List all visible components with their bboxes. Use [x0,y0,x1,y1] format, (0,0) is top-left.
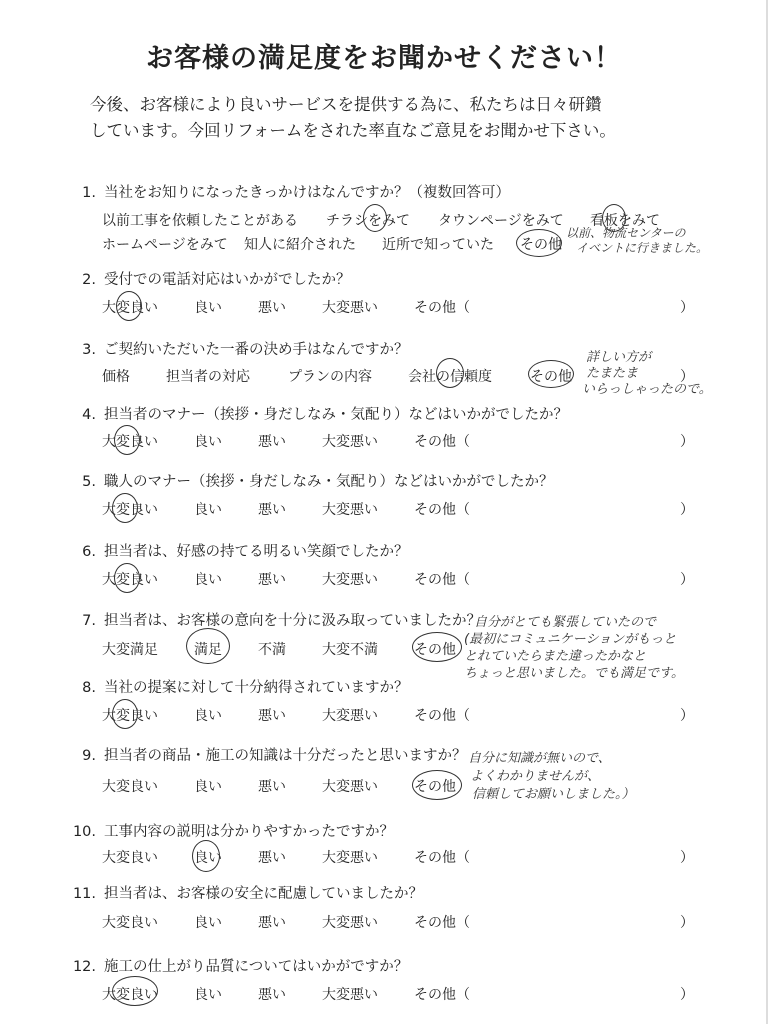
q3-option: 価格 [102,369,130,385]
intro-line-2: しています。今回リフォームをされた率直なご意見をお聞かせ下さい。 [90,121,616,140]
q1-option: その他 [520,237,562,253]
survey-title: お客様の満足度をお聞かせください！ [146,43,622,74]
q8-option: その他（ [414,708,470,724]
q10-option: その他（ [414,850,470,866]
q4-close-paren: ） [680,434,694,450]
question-12 [60,955,408,976]
question-4 [60,403,568,424]
q8-option: 大変悪い [322,708,378,724]
q3-option: 会社の信頼度 [408,369,492,385]
question-number: 7. [82,613,96,629]
question-number: 5. [82,474,96,490]
q2-option: 大変悪い [322,300,378,316]
q10-close-paren: ） [680,850,694,866]
q1-option: ホームページをみて [102,237,228,253]
q3-option: 担当者の対応 [166,369,250,385]
note-line: 以前、物流センターの [566,226,686,240]
q2-option: その他（ [414,300,470,316]
q9-option: 大変悪い [322,779,378,795]
q5-option: その他（ [414,502,470,518]
q2-close-paren: ） [680,300,694,316]
q10-option: 良い [194,850,222,866]
q4-option: その他（ [414,434,470,450]
q11-option: 大変悪い [322,915,378,931]
question-7 [60,609,481,630]
q2-option: 大変良い [102,300,158,316]
question-text: ご契約いただいた一番の決め手はなんですか？ [104,342,409,358]
q4-option: 大変良い [102,434,158,450]
q6-option: 大変良い [102,572,158,588]
q1-option: 以前工事を依頼したことがある [102,213,298,229]
question-text: 担当者は、好感の持てる明るい笑顔でしたか？ [104,544,409,560]
q8-close-paren: ） [680,708,694,724]
q12-option: 大変悪い [322,987,378,1003]
q11-option: 悪い [258,915,286,931]
question-text: 担当者のマナー（挨拶・身だしなみ・気配り）などはいかがでしたか？ [104,407,568,423]
note-line: たまたま [586,366,639,381]
handwritten-note [582,350,712,398]
question-text: 担当者は、お客様の意向を十分に汲み取っていましたか？ [104,613,481,629]
question-2 [60,268,351,289]
note-line: よくわかりませんが、 [470,769,601,784]
q11-option: 良い [194,915,222,931]
q3-option: その他 [530,369,572,385]
question-9 [60,744,467,765]
note-line: 信頼してお願いしました。） [472,787,635,802]
q12-option: 悪い [258,987,286,1003]
q5-option: 悪い [258,502,286,518]
question-text: 当社をお知りになったきっかけはなんですか？（複数回答可） [104,185,510,201]
q5-option: 大変良い [102,502,158,518]
q7-option: 大変不満 [322,642,378,658]
question-number: 10. [72,824,96,840]
q4-option: 悪い [258,434,286,450]
question-1 [60,181,510,202]
q8-option: 大変良い [102,708,158,724]
intro-text [90,92,690,144]
q3-option: プランの内容 [288,369,372,385]
question-number: 8. [82,680,96,696]
question-text: 受付での電話対応はいかがでしたか？ [104,272,351,288]
q6-close-paren: ） [680,572,694,588]
question-number: 3. [82,342,96,358]
q1-option: 近所で知っていた [382,237,494,253]
q1-option: チラシをみて [326,213,410,229]
q6-option: 大変悪い [322,572,378,588]
question-number: 9. [82,748,96,764]
question-number: 12. [72,959,96,975]
q7-option: 大変満足 [102,642,158,658]
q8-option: 悪い [258,708,286,724]
q7-option: その他 [414,642,456,658]
q5-option: 良い [194,502,222,518]
question-text: 担当者は、お客様の安全に配慮していましたか？ [104,886,423,902]
question-number: 4. [82,407,96,423]
q1-option: 看板をみて [590,213,660,229]
q4-option: 大変悪い [322,434,378,450]
q10-option: 大変良い [102,850,158,866]
question-8 [60,676,409,697]
q12-option: その他（ [414,987,470,1003]
question-text: 担当者の商品・施工の知識は十分だったと思いますか？ [104,748,467,764]
question-number: 2. [82,272,96,288]
note-line: 詳しい方が [586,350,652,365]
handwritten-note [468,750,635,804]
q5-option: 大変悪い [322,502,378,518]
q12-option: 良い [194,987,222,1003]
q9-option: 悪い [258,779,286,795]
q7-option: 満足 [194,642,222,658]
note-line: 自分がとても緊張していたので [474,615,657,630]
q10-option: 悪い [258,850,286,866]
question-3 [60,338,409,359]
q11-option: その他（ [414,915,470,931]
note-line: 自分に知識が無いので、 [468,751,611,766]
question-text: 施工の仕上がり品質についてはいかがですか？ [104,959,409,975]
q5-close-paren: ） [680,502,694,518]
q4-option: 良い [194,434,222,450]
question-5 [60,470,554,491]
q9-option: 良い [194,779,222,795]
note-line: (最初にコミュニケーションがもっと [464,632,677,647]
q9-option: 大変良い [102,779,158,795]
intro-line-1: 今後、お客様により良いサービスを提供する為に、私たちは日々研鑽 [90,95,602,114]
q2-option: 良い [194,300,222,316]
question-6 [60,540,409,561]
question-10 [60,820,394,841]
q9-option: その他 [414,779,456,795]
q12-close-paren: ） [680,987,694,1003]
note-line: ちょっと思いました。でも満足です。 [464,666,684,681]
question-number: 11. [72,886,96,902]
q1-option: 知人に紹介された [244,237,356,253]
note-line: いらっしゃったので。 [582,382,712,397]
question-text: 当社の提案に対して十分納得されていますか？ [104,680,409,696]
handwritten-note [464,614,684,682]
q1-option: タウンページをみて [438,213,564,229]
question-text: 職人のマナー（挨拶・身だしなみ・気配り）などはいかがでしたか？ [104,474,554,490]
q10-option: 大変悪い [322,850,378,866]
q7-option: 不満 [258,642,286,658]
q6-option: 悪い [258,572,286,588]
q11-close-paren: ） [680,915,694,931]
handwritten-note [566,226,708,256]
q8-option: 良い [194,708,222,724]
question-number: 1. [82,185,96,201]
note-line: とれていたらまた違ったかなと [464,649,647,664]
q2-option: 悪い [258,300,286,316]
q6-option: 良い [194,572,222,588]
q6-option: その他（ [414,572,470,588]
question-11 [60,882,423,903]
q11-option: 大変良い [102,915,158,931]
q3-close-paren: ） [680,369,694,385]
note-line: イベントに行きました。 [576,241,709,255]
q12-option: 大変良い [102,987,158,1003]
question-text: 工事内容の説明は分かりやすかったですか？ [104,824,394,840]
question-number: 6. [82,544,96,560]
